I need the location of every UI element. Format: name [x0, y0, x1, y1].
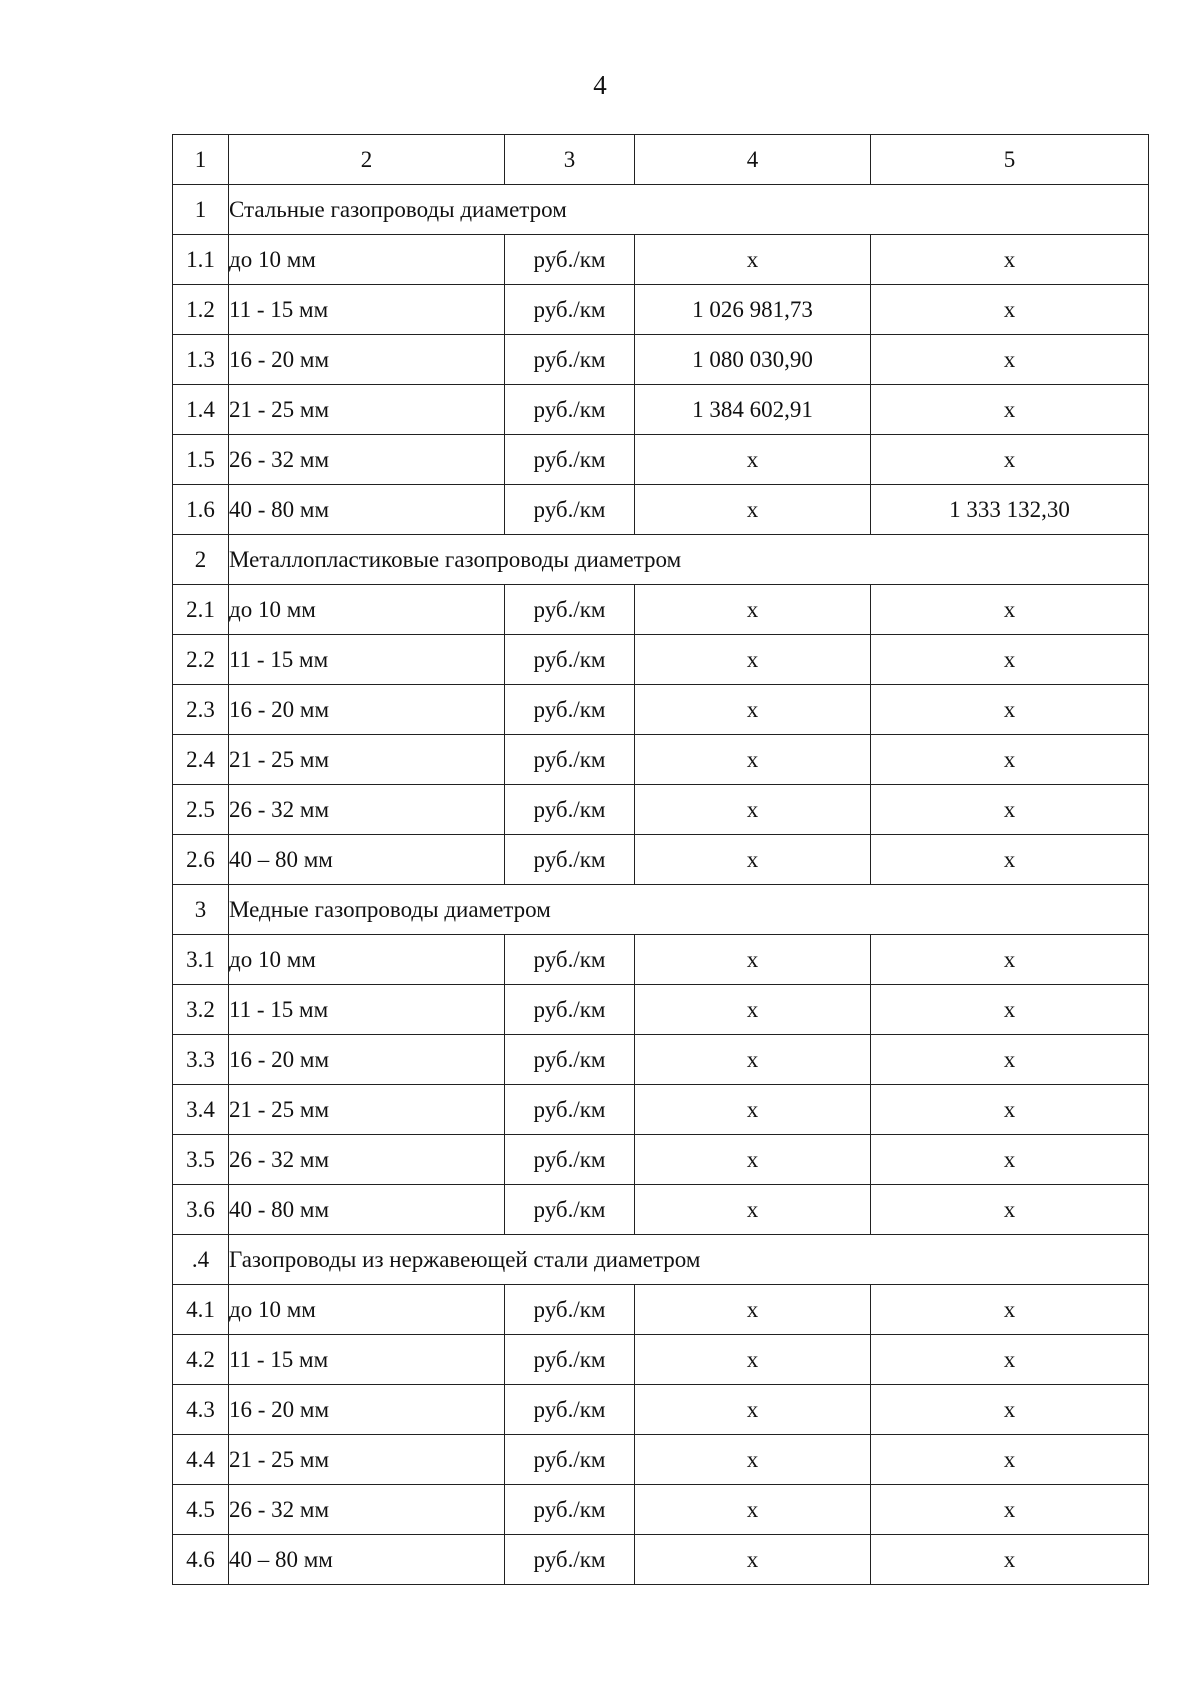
row-value-col4: х	[635, 935, 871, 985]
row-diameter: 21 - 25 мм	[229, 1435, 505, 1485]
section-number: .4	[173, 1235, 229, 1285]
row-diameter: 16 - 20 мм	[229, 1385, 505, 1435]
row-value-col4: х	[635, 735, 871, 785]
row-number: 3.3	[173, 1035, 229, 1085]
table-row	[173, 385, 1149, 435]
row-value-col4: х	[635, 785, 871, 835]
table-row	[173, 1435, 1149, 1485]
row-diameter: до 10 мм	[229, 935, 505, 985]
row-unit: руб./км	[505, 235, 635, 285]
table-row	[173, 435, 1149, 485]
row-number: 4.1	[173, 1285, 229, 1335]
row-value-col5: х	[871, 1485, 1149, 1535]
table-row	[173, 1485, 1149, 1535]
row-unit: руб./км	[505, 1435, 635, 1485]
row-value-col5: х	[871, 835, 1149, 885]
row-diameter: до 10 мм	[229, 1285, 505, 1335]
row-number: 1.2	[173, 285, 229, 335]
row-value-col4: х	[635, 1085, 871, 1135]
row-number: 1.1	[173, 235, 229, 285]
row-number: 1.6	[173, 485, 229, 535]
row-unit: руб./км	[505, 685, 635, 735]
row-diameter: 40 - 80 мм	[229, 1185, 505, 1235]
section-title: Газопроводы из нержавеющей стали диаметром	[229, 1235, 1149, 1285]
row-value-col5: 1 333 132,30	[871, 485, 1149, 535]
row-number: 4.2	[173, 1335, 229, 1385]
header-cell: 2	[229, 135, 505, 185]
row-diameter: 11 - 15 мм	[229, 985, 505, 1035]
row-value-col4: х	[635, 235, 871, 285]
row-unit: руб./км	[505, 1085, 635, 1135]
row-value-col4: х	[635, 1385, 871, 1435]
row-number: 2.1	[173, 585, 229, 635]
row-diameter: до 10 мм	[229, 585, 505, 635]
row-diameter: 16 - 20 мм	[229, 685, 505, 735]
table-row	[173, 1385, 1149, 1435]
row-value-col5: х	[871, 1285, 1149, 1335]
row-value-col4: х	[635, 435, 871, 485]
row-value-col5: х	[871, 1035, 1149, 1085]
row-unit: руб./км	[505, 1335, 635, 1385]
row-unit: руб./км	[505, 1535, 635, 1585]
row-value-col4: х	[635, 485, 871, 535]
row-unit: руб./км	[505, 285, 635, 335]
table-row	[173, 485, 1149, 535]
row-diameter: 26 - 32 мм	[229, 785, 505, 835]
table-row	[173, 335, 1149, 385]
row-diameter: 21 - 25 мм	[229, 1085, 505, 1135]
row-diameter: 11 - 15 мм	[229, 1335, 505, 1385]
row-unit: руб./км	[505, 1135, 635, 1185]
row-value-col4: 1 080 030,90	[635, 335, 871, 385]
header-cell: 4	[635, 135, 871, 185]
table-row	[173, 1085, 1149, 1135]
row-unit: руб./км	[505, 435, 635, 485]
row-value-col5: х	[871, 935, 1149, 985]
row-unit: руб./км	[505, 835, 635, 885]
table-row	[173, 235, 1149, 285]
row-value-col4: х	[635, 585, 871, 635]
row-number: 4.5	[173, 1485, 229, 1535]
table-row	[173, 985, 1149, 1035]
row-number: 4.4	[173, 1435, 229, 1485]
row-number: 1.4	[173, 385, 229, 435]
row-unit: руб./км	[505, 485, 635, 535]
row-unit: руб./км	[505, 1485, 635, 1535]
row-unit: руб./км	[505, 785, 635, 835]
table-row	[173, 1535, 1149, 1585]
row-value-col5: х	[871, 585, 1149, 635]
row-number: 1.3	[173, 335, 229, 385]
row-number: 2.2	[173, 635, 229, 685]
row-diameter: 21 - 25 мм	[229, 385, 505, 435]
row-diameter: 26 - 32 мм	[229, 435, 505, 485]
row-unit: руб./км	[505, 1285, 635, 1335]
row-value-col4: х	[635, 1485, 871, 1535]
row-unit: руб./км	[505, 1385, 635, 1435]
section-row	[173, 535, 1149, 585]
row-unit: руб./км	[505, 935, 635, 985]
row-number: 2.5	[173, 785, 229, 835]
row-unit: руб./км	[505, 585, 635, 635]
row-value-col4: 1 026 981,73	[635, 285, 871, 335]
section-number: 3	[173, 885, 229, 935]
row-value-col5: х	[871, 1335, 1149, 1385]
row-value-col5: х	[871, 985, 1149, 1035]
row-value-col5: х	[871, 685, 1149, 735]
row-unit: руб./км	[505, 735, 635, 785]
tariff-table	[172, 134, 1149, 1585]
row-number: 2.6	[173, 835, 229, 885]
table-row	[173, 785, 1149, 835]
row-number: 2.3	[173, 685, 229, 735]
row-value-col5: х	[871, 1185, 1149, 1235]
table-row	[173, 1335, 1149, 1385]
table-header-row	[173, 135, 1149, 185]
row-unit: руб./км	[505, 335, 635, 385]
table-row	[173, 1135, 1149, 1185]
row-value-col4: х	[635, 985, 871, 1035]
row-diameter: 26 - 32 мм	[229, 1135, 505, 1185]
table-row	[173, 585, 1149, 635]
row-diameter: до 10 мм	[229, 235, 505, 285]
row-diameter: 11 - 15 мм	[229, 285, 505, 335]
section-number: 1	[173, 185, 229, 235]
header-cell: 3	[505, 135, 635, 185]
row-diameter: 11 - 15 мм	[229, 635, 505, 685]
row-number: 3.5	[173, 1135, 229, 1185]
row-number: 3.6	[173, 1185, 229, 1235]
row-number: 3.1	[173, 935, 229, 985]
row-value-col5: х	[871, 1435, 1149, 1485]
row-value-col5: х	[871, 785, 1149, 835]
row-value-col4: х	[635, 1135, 871, 1185]
table-row	[173, 735, 1149, 785]
row-diameter: 21 - 25 мм	[229, 735, 505, 785]
row-diameter: 40 – 80 мм	[229, 835, 505, 885]
table-row	[173, 835, 1149, 885]
section-title: Металлопластиковые газопроводы диаметром	[229, 535, 1149, 585]
header-cell: 1	[173, 135, 229, 185]
row-number: 4.3	[173, 1385, 229, 1435]
section-row	[173, 1235, 1149, 1285]
table-row	[173, 1035, 1149, 1085]
row-value-col5: х	[871, 1085, 1149, 1135]
row-value-col4: х	[635, 1035, 871, 1085]
section-number: 2	[173, 535, 229, 585]
row-unit: руб./км	[505, 635, 635, 685]
row-value-col4: х	[635, 1435, 871, 1485]
row-value-col4: х	[635, 1285, 871, 1335]
section-row	[173, 885, 1149, 935]
row-value-col5: х	[871, 635, 1149, 685]
row-value-col5: х	[871, 735, 1149, 785]
row-value-col5: х	[871, 1535, 1149, 1585]
row-unit: руб./км	[505, 985, 635, 1035]
row-value-col5: х	[871, 385, 1149, 435]
table-row	[173, 635, 1149, 685]
row-number: 2.4	[173, 735, 229, 785]
row-value-col5: х	[871, 335, 1149, 385]
row-value-col4: х	[635, 835, 871, 885]
row-diameter: 40 – 80 мм	[229, 1535, 505, 1585]
row-value-col5: х	[871, 435, 1149, 485]
row-value-col5: х	[871, 1385, 1149, 1435]
row-unit: руб./км	[505, 1185, 635, 1235]
row-diameter: 40 - 80 мм	[229, 485, 505, 535]
row-value-col4: 1 384 602,91	[635, 385, 871, 435]
section-title: Стальные газопроводы диаметром	[229, 185, 1149, 235]
page-number: 4	[593, 70, 607, 100]
row-diameter: 26 - 32 мм	[229, 1485, 505, 1535]
table-row	[173, 1185, 1149, 1235]
row-number: 1.5	[173, 435, 229, 485]
table-row	[173, 685, 1149, 735]
section-row	[173, 185, 1149, 235]
row-diameter: 16 - 20 мм	[229, 1035, 505, 1085]
table-row	[173, 1285, 1149, 1335]
row-value-col4: х	[635, 635, 871, 685]
section-title: Медные газопроводы диаметром	[229, 885, 1149, 935]
row-diameter: 16 - 20 мм	[229, 335, 505, 385]
row-value-col5: х	[871, 235, 1149, 285]
row-value-col4: х	[635, 1535, 871, 1585]
row-value-col5: х	[871, 1135, 1149, 1185]
row-value-col5: х	[871, 285, 1149, 335]
table-row	[173, 285, 1149, 335]
row-number: 3.2	[173, 985, 229, 1035]
row-value-col4: х	[635, 1185, 871, 1235]
row-number: 4.6	[173, 1535, 229, 1585]
row-unit: руб./км	[505, 1035, 635, 1085]
table-row	[173, 935, 1149, 985]
header-cell: 5	[871, 135, 1149, 185]
row-value-col4: х	[635, 685, 871, 735]
row-value-col4: х	[635, 1335, 871, 1385]
row-number: 3.4	[173, 1085, 229, 1135]
row-unit: руб./км	[505, 385, 635, 435]
